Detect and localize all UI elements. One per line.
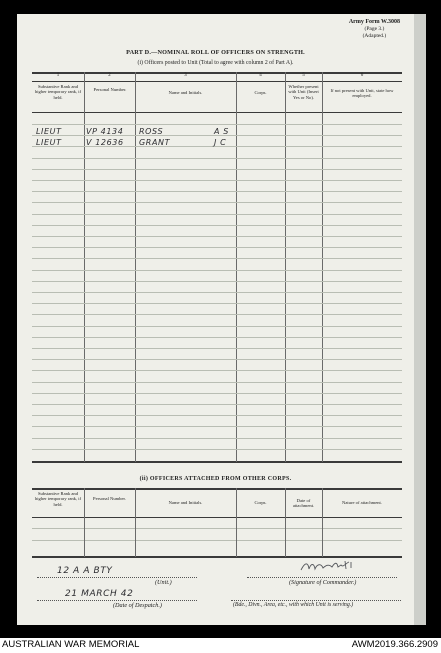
ruled-line <box>32 370 402 371</box>
ruled-line <box>32 303 402 304</box>
row-2-rank: LIEUT <box>36 138 62 147</box>
form-reference <box>349 19 400 40</box>
ruled-line <box>32 214 402 215</box>
header-corps: Corps. <box>254 90 267 95</box>
ruled-line <box>32 314 402 315</box>
ruled-line <box>32 258 402 259</box>
ruled-line <box>32 225 402 226</box>
s2-header-personal-number: Personal Number. <box>93 496 126 501</box>
ruled-line <box>32 337 402 338</box>
credit-accession: AWM2019.366.2909 <box>351 639 438 650</box>
section-2-title: (ii) OFFICERS ATTACHED FROM OTHER CORPS. <box>139 476 292 482</box>
form-subtitle: (i) Officers posted to Unit (Total to agree with column 2 of Part A). <box>137 60 294 66</box>
ruled-line <box>32 382 402 383</box>
row-1-name: ROSS <box>139 127 164 136</box>
header-present: Whether present with Unit (Insert Yes or No). <box>288 84 319 100</box>
row-1-rank: LIEUT <box>36 127 62 136</box>
bde-label: (Bde., Divn., Area, etc., with which Unit is serving.) <box>233 602 354 608</box>
col-number-2: 2 <box>108 73 111 78</box>
army-form-number: Army Form W.3008 <box>348 19 400 25</box>
unit-label: (Unit.) <box>155 579 172 586</box>
row-1-number: VP 4134 <box>86 127 124 136</box>
header-employed: If not present with Unit, state how employed. <box>330 88 394 99</box>
credit-source: AUSTRALIAN WAR MEMORIAL <box>2 639 140 650</box>
signature-label: (Signature of Commander.) <box>289 579 357 586</box>
officers-attached-table <box>32 488 402 558</box>
row-2-initials: J C <box>214 138 227 147</box>
ruled-line <box>32 348 402 349</box>
ruled-line <box>32 158 402 159</box>
ruled-line <box>32 236 402 237</box>
ruled-line <box>32 124 402 125</box>
ruled-line <box>32 281 402 282</box>
form-title: PART D.—NOMINAL ROLL OF OFFICERS ON STRENGTH. <box>126 49 305 56</box>
ruled-line <box>32 415 402 416</box>
ruled-line <box>32 247 402 248</box>
officers-posted-table <box>32 72 402 462</box>
col-number-6: 6 <box>360 73 364 78</box>
col-number-4: 4 <box>259 73 262 78</box>
col-number-1: 1 <box>56 73 60 78</box>
ruled-line <box>32 270 402 271</box>
ruled-line <box>32 326 402 327</box>
adapted-note: (Adapted.) <box>362 33 387 39</box>
ruled-line <box>32 359 402 360</box>
ruled-line <box>32 292 402 293</box>
page-number: (Page 3.) <box>364 26 385 32</box>
s2-header-nature: Nature of attachment. <box>342 500 382 505</box>
ruled-line <box>32 393 402 394</box>
ruled-line <box>32 438 402 439</box>
s2-header-corps: Corps. <box>254 500 267 505</box>
s2-header-rank: Substantive Rank and higher temporary rank, if held. <box>34 491 82 507</box>
credit-bar <box>0 638 441 653</box>
page-edge-shadow <box>414 14 426 625</box>
ruled-line <box>32 404 402 405</box>
unit-value: 12 A A BTY <box>57 566 113 576</box>
row-1-initials: A S <box>214 127 229 136</box>
commander-signature <box>299 559 359 573</box>
s2-header-name: Name and Initials. <box>168 500 203 505</box>
col-number-3: 3 <box>184 73 187 78</box>
ruled-line <box>32 180 402 181</box>
header-personal-number: Personal Number. <box>93 87 127 92</box>
s2-header-date: Date of attachment. <box>292 498 315 509</box>
row-2-number: V 12636 <box>86 138 124 147</box>
despatch-date-label: (Date of Despatch.) <box>113 602 162 609</box>
col-number-5: 5 <box>302 73 305 78</box>
ruled-line <box>32 202 402 203</box>
header-rank: Substantive Rank and higher temporary rank, if held. <box>34 84 82 100</box>
header-name: Name and Initials. <box>168 90 203 95</box>
ruled-line <box>32 449 402 450</box>
ruled-line <box>32 169 402 170</box>
ruled-line <box>32 191 402 192</box>
ruled-line <box>32 426 402 427</box>
despatch-date-value: 21 MARCH 42 <box>65 589 134 599</box>
row-2-name: GRANT <box>139 138 171 147</box>
form-sheet <box>17 14 414 625</box>
